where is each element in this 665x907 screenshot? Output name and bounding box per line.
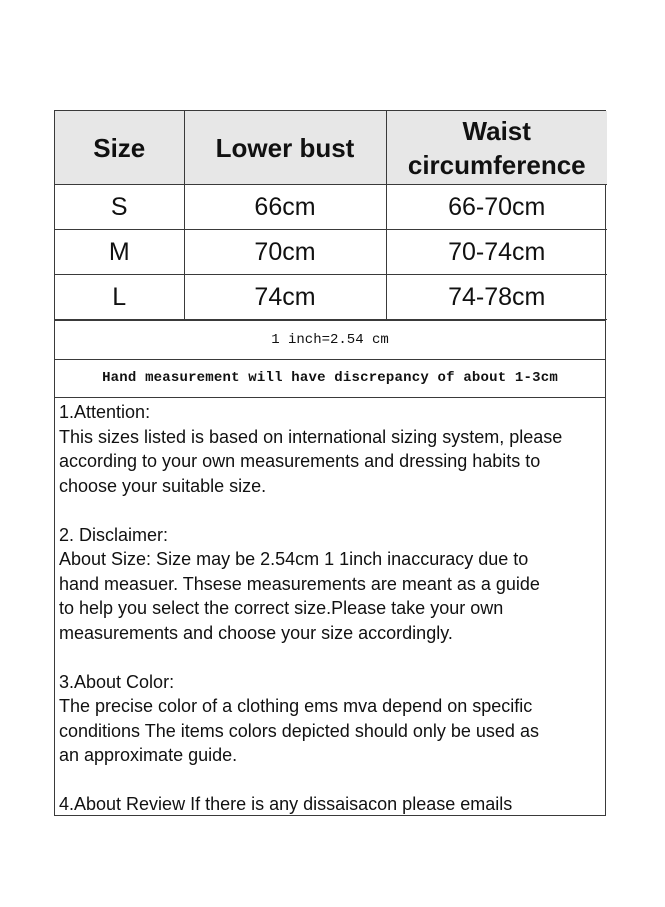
cell-waist: 74-78cm	[386, 275, 607, 320]
review-title: 4.About Review If there is any dissaisacon please emails	[59, 794, 513, 814]
notes-section	[55, 397, 605, 815]
cell-lower-bust: 74cm	[184, 275, 386, 320]
header-lower-bust: Lower bust	[184, 111, 386, 185]
cell-size: L	[55, 275, 184, 320]
conversion-note: 1 inch=2.54 cm	[55, 320, 605, 359]
header-size: Size	[55, 111, 184, 185]
color-note	[59, 670, 599, 768]
attention-line: choose your suitable size.	[59, 475, 267, 496]
cell-lower-bust: 70cm	[184, 230, 386, 275]
measurement-note: Hand measurement will have discrepancy of about 1-3cm	[55, 359, 605, 397]
disclaimer-line: About Size: Size may be 2.54cm 1 1inch inaccuracy due to	[59, 549, 529, 569]
cell-lower-bust: 66cm	[184, 185, 386, 230]
color-line: an approximate guide.	[59, 745, 238, 765]
color-title: 3.About Color:	[59, 671, 175, 692]
table-row	[55, 230, 607, 275]
table-row	[55, 185, 607, 230]
disclaimer-line: measurements and choose your size accordingly.	[59, 622, 453, 643]
attention-title: 1.Attention:	[59, 402, 151, 422]
disclaimer-line: to help you select the correct size.Please take your own	[59, 598, 504, 618]
cell-waist: 70-74cm	[386, 230, 607, 275]
attention-line: This sizes listed is based on international sizing system, please	[59, 426, 563, 447]
disclaimer-note	[59, 523, 599, 646]
disclaimer-line: hand measuer. Thsese measurements are meant as a guide	[59, 573, 540, 594]
header-waist-line2: circumference	[407, 149, 586, 180]
disclaimer-title: 2. Disclaimer:	[59, 524, 169, 545]
attention-line: according to your own measurements and dressing habits to	[59, 451, 541, 471]
cell-size: M	[55, 230, 184, 275]
color-line: The precise color of a clothing ems mva depend on specific	[59, 696, 533, 716]
cell-size: S	[55, 185, 184, 230]
header-waist-circumference	[386, 111, 607, 185]
size-chart-sheet	[54, 110, 606, 816]
table-header-row	[55, 111, 607, 185]
size-table	[55, 111, 607, 320]
review-note	[59, 792, 599, 817]
cell-waist: 66-70cm	[386, 185, 607, 230]
color-line: conditions The items colors depicted should only be used as	[59, 720, 539, 741]
header-waist-line1: Waist	[462, 115, 531, 146]
table-row	[55, 275, 607, 320]
attention-note	[59, 400, 599, 498]
